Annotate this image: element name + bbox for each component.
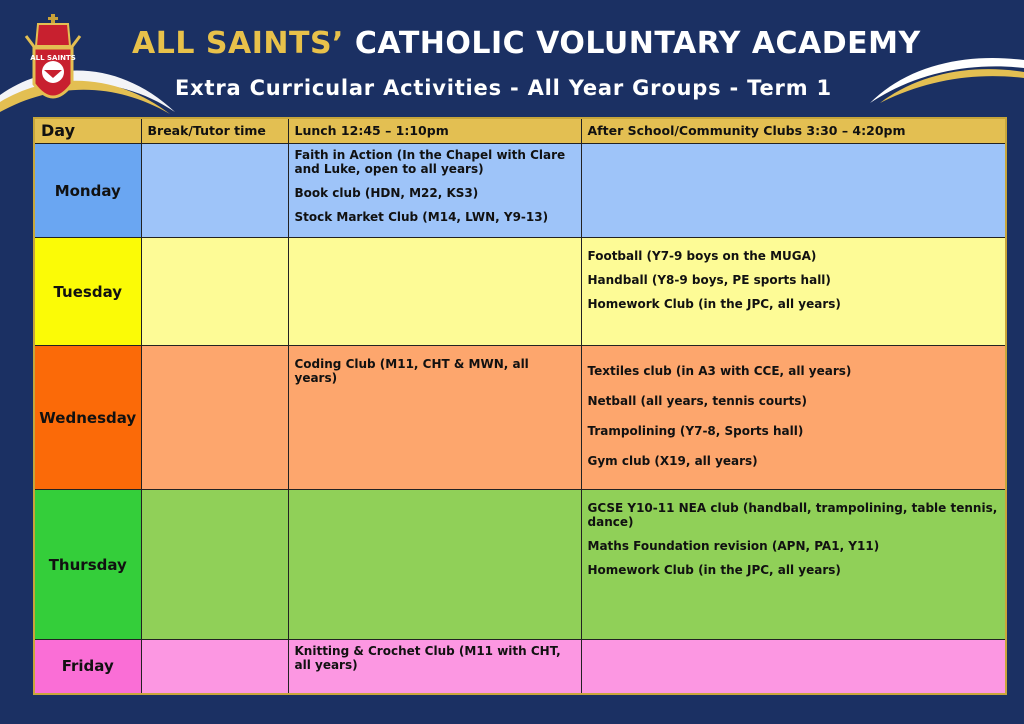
- header-day: Day: [34, 118, 141, 144]
- page-title: [132, 26, 932, 61]
- thursday-break-cell: [141, 490, 288, 640]
- thursday-lunch-cell: [288, 490, 581, 640]
- thursday-after-cell: [581, 490, 1006, 640]
- activity-item: Gym club (X19, all years): [587, 454, 758, 468]
- activity-item: Handball (Y8-9 boys, PE sports hall): [587, 273, 831, 287]
- activity-item: Homework Club (in the JPC, all years): [587, 297, 841, 311]
- activity-item: GCSE Y10-11 NEA club (handball, trampolining, table tennis, dance): [587, 501, 998, 529]
- activity-item: Trampolining (Y7-8, Sports hall): [587, 424, 804, 438]
- table-header-row: [34, 118, 1006, 144]
- tuesday-lunch-cell: [288, 238, 581, 346]
- day-friday: Friday: [34, 640, 141, 694]
- crest-text: ALL SAINTS: [30, 54, 76, 62]
- monday-after-cell: [581, 144, 1006, 238]
- activity-item: Homework Club (in the JPC, all years): [587, 563, 841, 577]
- monday-break-cell: [141, 144, 288, 238]
- table-row-friday: [34, 640, 1006, 694]
- activity-item: Netball (all years, tennis courts): [587, 394, 807, 408]
- table-row-monday: [34, 144, 1006, 238]
- day-monday: Monday: [34, 144, 141, 238]
- activity-item: Football (Y7-9 boys on the MUGA): [587, 249, 817, 263]
- tuesday-after-cell: [581, 238, 1006, 346]
- day-thursday: Thursday: [34, 490, 141, 640]
- wednesday-lunch-cell: [288, 346, 581, 490]
- page-subtitle: Extra Curricular Activities - All Year Groups - Term 1: [175, 76, 832, 100]
- friday-lunch-cell: [288, 640, 581, 694]
- school-crest-logo: [4, 12, 116, 112]
- day-tuesday: Tuesday: [34, 238, 141, 346]
- friday-after-cell: [581, 640, 1006, 694]
- header-lunch: Lunch 12:45 – 1:10pm: [288, 118, 581, 144]
- title-white: CATHOLIC VOLUNTARY ACADEMY: [343, 26, 921, 61]
- day-wednesday: Wednesday: [34, 346, 141, 490]
- table-row-tuesday: [34, 238, 1006, 346]
- table-row-thursday: [34, 490, 1006, 640]
- activity-item: Coding Club (M11, CHT & MWN, all years): [294, 357, 529, 385]
- table-row-wednesday: [34, 346, 1006, 490]
- activity-item: Book club (HDN, M22, KS3): [294, 186, 479, 200]
- activity-item: Knitting & Crochet Club (M11 with CHT, all years): [294, 644, 561, 672]
- header-after-school: After School/Community Clubs 3:30 – 4:20pm: [581, 118, 1006, 144]
- tuesday-break-cell: [141, 238, 288, 346]
- title-gold: ALL SAINTS’: [132, 26, 344, 61]
- activities-table: [33, 117, 1007, 695]
- friday-break-cell: [141, 640, 288, 694]
- activity-item: Faith in Action (In the Chapel with Clare and Luke, open to all years): [294, 148, 566, 176]
- activity-item: Stock Market Club (M14, LWN, Y9-13): [294, 210, 549, 224]
- activity-item: Maths Foundation revision (APN, PA1, Y11): [587, 539, 880, 553]
- wednesday-break-cell: [141, 346, 288, 490]
- activity-item: Textiles club (in A3 with CCE, all years): [587, 364, 852, 378]
- monday-lunch-cell: [288, 144, 581, 238]
- wednesday-after-cell: [581, 346, 1006, 490]
- header-break: Break/Tutor time: [141, 118, 288, 144]
